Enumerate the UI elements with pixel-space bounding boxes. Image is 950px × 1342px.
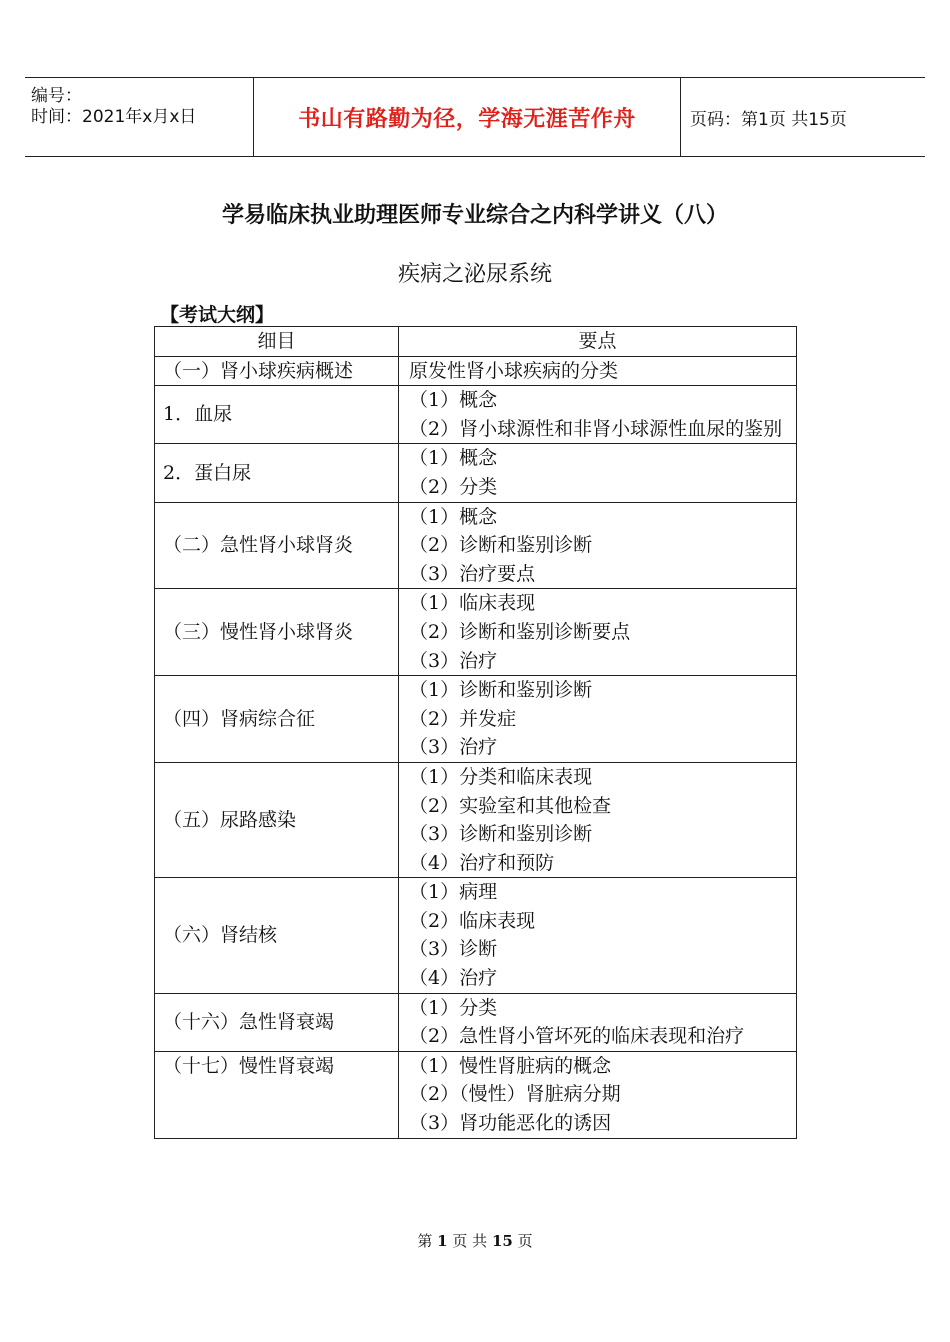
point-item: （2）诊断和鉴别诊断	[409, 534, 593, 557]
points-cell	[399, 762, 797, 877]
point-item: （1）分类	[409, 996, 498, 1019]
point-item: （3）诊断和鉴别诊断	[409, 823, 593, 846]
topic-cell: （十六）急性肾衰竭	[155, 993, 399, 1051]
point-item: （2）临床表现	[409, 909, 536, 932]
table-row	[155, 762, 797, 877]
section-label: 【考试大纲】	[160, 304, 275, 326]
point-item: （2）急性肾小管坏死的临床表现和治疗	[409, 1025, 745, 1048]
point-item: （2）（慢性）肾脏病分期	[409, 1083, 621, 1106]
point-item: （1）概念	[409, 505, 498, 528]
header-page-cell	[680, 78, 935, 156]
document-title: 学易临床执业助理医师专业综合之内科学讲义（八）	[221, 203, 728, 228]
page-footer	[0, 1230, 950, 1251]
table-row	[155, 676, 797, 763]
points-cell	[399, 502, 797, 589]
footer-middle: 页 共	[452, 1232, 488, 1250]
point-item: （1）临床表现	[409, 592, 536, 615]
point-item: （3）肾功能恶化的诱因	[409, 1112, 612, 1135]
points-cell	[399, 386, 797, 444]
table-header-row	[155, 327, 797, 357]
topic-cell: （五）尿路感染	[155, 762, 399, 877]
point-item: （3）治疗	[409, 649, 498, 672]
syllabus-table	[154, 326, 797, 1139]
point-item: （1）诊断和鉴别诊断	[409, 679, 593, 702]
point-item: （4）治疗	[409, 967, 498, 990]
point-item: （3）治疗	[409, 736, 498, 759]
points-cell	[399, 676, 797, 763]
point-item: （4）治疗和预防	[409, 851, 555, 874]
column-header-points: 要点	[399, 327, 797, 357]
header-motto-cell	[253, 78, 681, 156]
table-row	[155, 589, 797, 676]
topic-cell: （四）肾病综合征	[155, 676, 399, 763]
point-item: （3）诊断	[409, 938, 498, 961]
topic-cell: （十七）慢性肾衰竭	[155, 1051, 399, 1138]
point-item: 原发性肾小球疾病的分类	[409, 359, 619, 382]
document-header	[25, 77, 925, 157]
column-header-topic: 细目	[155, 327, 399, 357]
point-item: （2）并发症	[409, 707, 517, 730]
topic-cell: （一）肾小球疾病概述	[155, 356, 399, 386]
topic-cell: 2．蛋白尿	[155, 444, 399, 502]
point-item: （1）概念	[409, 447, 498, 470]
table-row	[155, 386, 797, 444]
table-row	[155, 502, 797, 589]
time-line: 时间：2021年x月x日	[31, 107, 197, 127]
point-item: （1）慢性肾脏病的概念	[409, 1054, 612, 1077]
page-code: 页码：第1页 共15页	[690, 109, 847, 130]
point-item: （1）病理	[409, 881, 498, 904]
table-row	[155, 878, 797, 993]
table-row	[155, 993, 797, 1051]
header-left-cell	[25, 78, 253, 156]
point-item: （2）诊断和鉴别诊断要点	[409, 620, 631, 643]
number-label: 编号：	[31, 86, 82, 106]
points-cell	[399, 1051, 797, 1138]
points-cell	[399, 589, 797, 676]
point-item: （2）实验室和其他检查	[409, 794, 612, 817]
points-cell	[399, 356, 797, 386]
point-item: （3）治疗要点	[409, 562, 536, 585]
point-item: （1）分类和临床表现	[409, 765, 593, 788]
footer-page-number: 1	[437, 1232, 448, 1250]
point-item: （2）肾小球源性和非肾小球源性血尿的鉴别	[409, 417, 783, 440]
table-body	[155, 356, 797, 1138]
topic-cell: （六）肾结核	[155, 878, 399, 993]
table-row	[155, 1051, 797, 1138]
table-row	[155, 356, 797, 386]
points-cell	[399, 444, 797, 502]
table-row	[155, 444, 797, 502]
topic-cell: 1．血尿	[155, 386, 399, 444]
point-item: （2）分类	[409, 475, 498, 498]
points-cell	[399, 993, 797, 1051]
topic-cell: （二）急性肾小球肾炎	[155, 502, 399, 589]
document-subtitle: 疾病之泌尿系统	[397, 262, 552, 287]
footer-prefix: 第	[417, 1232, 433, 1250]
footer-suffix: 页	[517, 1232, 533, 1250]
point-item: （1）概念	[409, 389, 498, 412]
footer-total-pages: 15	[491, 1232, 513, 1250]
topic-cell: （三）慢性肾小球肾炎	[155, 589, 399, 676]
motto-text: 书山有路勤为径，学海无涯苦作舟	[298, 106, 636, 132]
points-cell	[399, 878, 797, 993]
